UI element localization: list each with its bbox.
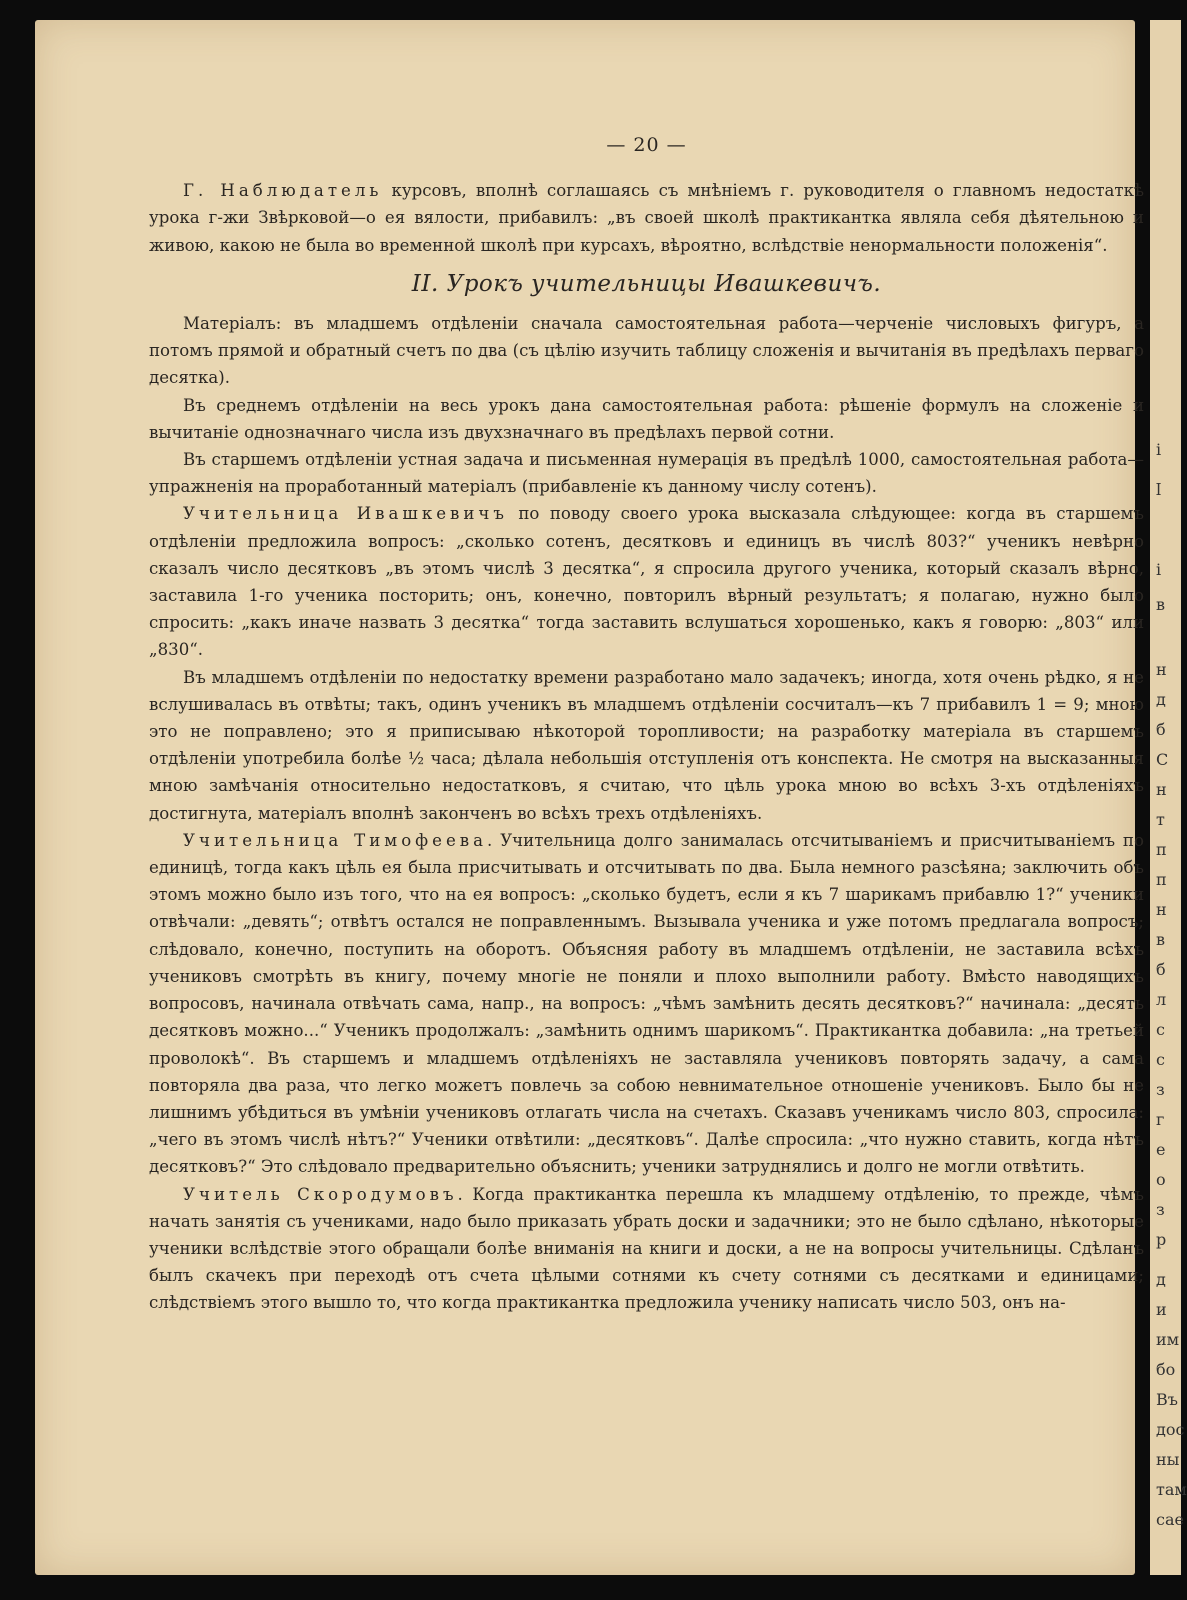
paragraph xyxy=(149,827,1144,1181)
adjacent-page-edge xyxy=(1150,20,1187,1575)
paragraph xyxy=(149,446,1144,500)
adjacent-page-fragment: р xyxy=(1156,1230,1167,1249)
page-number: — 20 — xyxy=(606,134,687,156)
speaker-name: Учительница Ивашкевичъ xyxy=(183,504,508,524)
adjacent-page-fragment: б xyxy=(1156,720,1166,739)
adjacent-page-fragment: с xyxy=(1156,1020,1165,1039)
adjacent-page-fragment: дос xyxy=(1156,1420,1185,1439)
paragraph-text: Матеріалъ: въ младшемъ отдѣленіи сначала самостоятельная работа—черченіе числовыхъ фигуръ, а потомъ прямой и обратный счетъ по два (съ цѣлію изучить таблицу сложенія и вычитанія въ предѣлахъ перваго десятка). xyxy=(149,314,1144,388)
paragraph xyxy=(149,392,1144,446)
adjacent-page-fragment: в xyxy=(1156,595,1166,614)
paragraph-text: Въ среднемъ отдѣленіи на весь урокъ дана самостоятельная работа: рѣшеніе формулъ на сложеніе и вычитаніе однозначнаго числа изъ двухзначнаго въ предѣлахъ первой сотни. xyxy=(149,395,1144,442)
adjacent-page-fragment: сае xyxy=(1156,1510,1184,1529)
adjacent-page-fragment: н xyxy=(1156,660,1167,679)
adjacent-page-fragment: л xyxy=(1156,990,1167,1009)
adjacent-page-fragment: о xyxy=(1156,1170,1166,1189)
paragraph xyxy=(149,664,1144,827)
section-heading: II. Урокъ учительницы Ивашкевичъ. xyxy=(411,270,882,297)
paragraph-text: . Учительница долго занималась отсчитываніемъ и присчитываніемъ по единицѣ, тогда какъ цѣль ея была присчитывать и отсчитывать по два. Была немного разсѣяна; заключить объ этомъ можно было изъ того, что на ея вопросъ: „сколько будетъ, если я къ 7 шарикамъ прибавлю 1?“ ученики отвѣчали: „девять“; отвѣтъ остался не поправленнымъ. Вызывала ученика и уже потомъ предлагала вопросъ; слѣдовало, конечно, поступить на оборотъ. Объясняя работу въ младшемъ отдѣленіи, не заставила всѣхъ учениковъ смотрѣть въ книгу, почему многіе не поняли и плохо выполнили работу. Вмѣсто наводящихъ вопросовъ, начинала отвѣчать сама, напр., на вопросъ: „чѣмъ замѣнить десять десятковъ?“ начинала: „десять десятковъ можно...“ Ученикъ продолжалъ: „замѣнить однимъ шарикомъ“. Практикантка добавила: „на третьей проволокѣ“. Въ старшемъ и младшемъ отдѣленіяхъ не заставляла учениковъ повторять задачу, а сама повторяла два раза, что легко можетъ повлечь за собою невнимательное отношеніе учениковъ. Было бы не лишнимъ убѣдиться въ умѣніи учениковъ отлагать числа на счетахъ. Сказавъ ученикамъ число 803, спросила: „чего въ этомъ числѣ нѣтъ?“ Ученики отвѣтили: „десятковъ“. Далѣе спросила: „что нужно ставить, когда нѣтъ десятковъ?“ Это слѣдовало предварительно объяснить; ученики затруднялись и долго не могли отвѣтить. xyxy=(149,830,1144,1177)
adjacent-page-fragment: п xyxy=(1156,840,1167,859)
adjacent-page-fragment: е xyxy=(1156,1140,1166,1159)
adjacent-page-fragment: там xyxy=(1156,1480,1187,1499)
speaker-name: Учитель Скородумовъ xyxy=(183,1184,458,1204)
speaker-name: Учительница Тимофеева xyxy=(183,830,488,850)
paragraph-text: по поводу своего урока высказала слѣдующее: когда въ старшемъ отдѣленіи предложила вопросъ: „сколько сотенъ, десятковъ и единицъ въ числѣ 803?“ ученикъ невѣрно сказалъ число десятковъ „въ этомъ числѣ 3 десятка“, я спросила другого ученика, который сказалъ вѣрно, заставила 1-го ученика посторить; онъ, конечно, повторилъ вѣрный результатъ; я полагаю, нужно было спросить: „какъ иначе назвать 3 десятка“ тогда заставить вслушаться хорошенько, какъ я говорю: „803“ или „830“. xyxy=(149,504,1144,660)
adjacent-page-fragment: і xyxy=(1156,560,1162,579)
paragraph xyxy=(149,310,1144,392)
adjacent-page-fragment: н xyxy=(1156,900,1167,919)
adjacent-page-fragment: Въ xyxy=(1156,1390,1178,1409)
adjacent-page-fragment: С xyxy=(1156,750,1169,769)
adjacent-page-fragment: с xyxy=(1156,1050,1165,1069)
paragraph-intro xyxy=(149,177,1144,259)
adjacent-page-fragment: ӏ xyxy=(1156,480,1162,499)
adjacent-page-fragment: в xyxy=(1156,930,1166,949)
adjacent-page-fragment: д xyxy=(1156,1270,1166,1289)
paragraph xyxy=(149,1181,1144,1317)
adjacent-page-fragment: т xyxy=(1156,810,1165,829)
adjacent-page-fragment: б xyxy=(1156,960,1166,979)
speaker-name: Г. Наблюдатель xyxy=(183,181,383,201)
paragraph xyxy=(149,500,1144,663)
adjacent-page-fragment: им xyxy=(1156,1330,1180,1349)
paragraph-text: Въ младшемъ отдѣленіи по недостатку времени разработано мало задачекъ; иногда, хотя очень рѣдко, я не вслушивалась въ отвѣты; такъ, одинъ ученикъ въ младшемъ отдѣленіи сосчиталъ—къ 7 прибавилъ 1 = 9; мною это не поправлено; это я приписываю нѣкоторой торопливости; на разработку матеріала въ старшемъ отдѣленіи употребила болѣе ½ часа; дѣлала небольшія отступленія отъ конспекта. Не смотря на высказанныя мною замѣчанія относительно недостатковъ, я считаю, что цѣль урока мною во всѣхъ 3-хъ отдѣленіяхъ достигнута, матеріалъ вполнѣ законченъ во всѣхъ трехъ отдѣленіяхъ. xyxy=(149,667,1144,823)
paragraph-text: . Когда практикантка перешла къ младшему отдѣленію, то прежде, чѣмъ начать занятія съ учениками, надо было приказать убрать доски и задачники; это не было сдѣлано, нѣкоторые ученики вслѣдствіе этого обращали болѣе вниманія на книги и доски, а не на вопросы учительницы. Сдѣланъ былъ скачекъ при переходѣ отъ счета цѣлыми сотнями къ счету сотнями съ десятками и единицами; слѣдствіемъ этого вышло то, что когда практикантка предложила ученику написать число 503, онъ на- xyxy=(149,1184,1144,1313)
paragraph-text: Въ старшемъ отдѣленіи устная задача и письменная нумерація въ предѣлѣ 1000, самостоятельная работа—упражненія на проработанный матеріалъ (прибавленіе къ данному числу сотенъ). xyxy=(149,450,1144,497)
paragraph-text: курсовъ, вполнѣ соглашаясь съ мнѣніемъ г. руководителя о главномъ недостаткѣ урока г-жи Звѣрковой—о ея вялости, прибавилъ: „въ своей школѣ практикантка являла себя дѣятельною и живою, какою не была во временной школѣ при курсахъ, вѣроятно, вслѣдствіе ненормальности положенія“. xyxy=(149,181,1144,255)
adjacent-page-fragment: i xyxy=(1156,440,1162,459)
adjacent-page-fragment: г xyxy=(1156,1110,1165,1129)
adjacent-page-fragment: и xyxy=(1156,1300,1167,1319)
adjacent-page-fragment: з xyxy=(1156,1080,1165,1099)
page-text xyxy=(149,132,1144,1317)
adjacent-page-fragment: н xyxy=(1156,780,1167,799)
adjacent-page-fragment: п xyxy=(1156,870,1167,889)
adjacent-page-fragment: бо xyxy=(1156,1360,1176,1379)
adjacent-page-fragment: д xyxy=(1156,690,1166,709)
adjacent-page-fragment: ны xyxy=(1156,1450,1180,1469)
adjacent-page-fragment: з xyxy=(1156,1200,1165,1219)
book-page xyxy=(35,20,1144,1575)
